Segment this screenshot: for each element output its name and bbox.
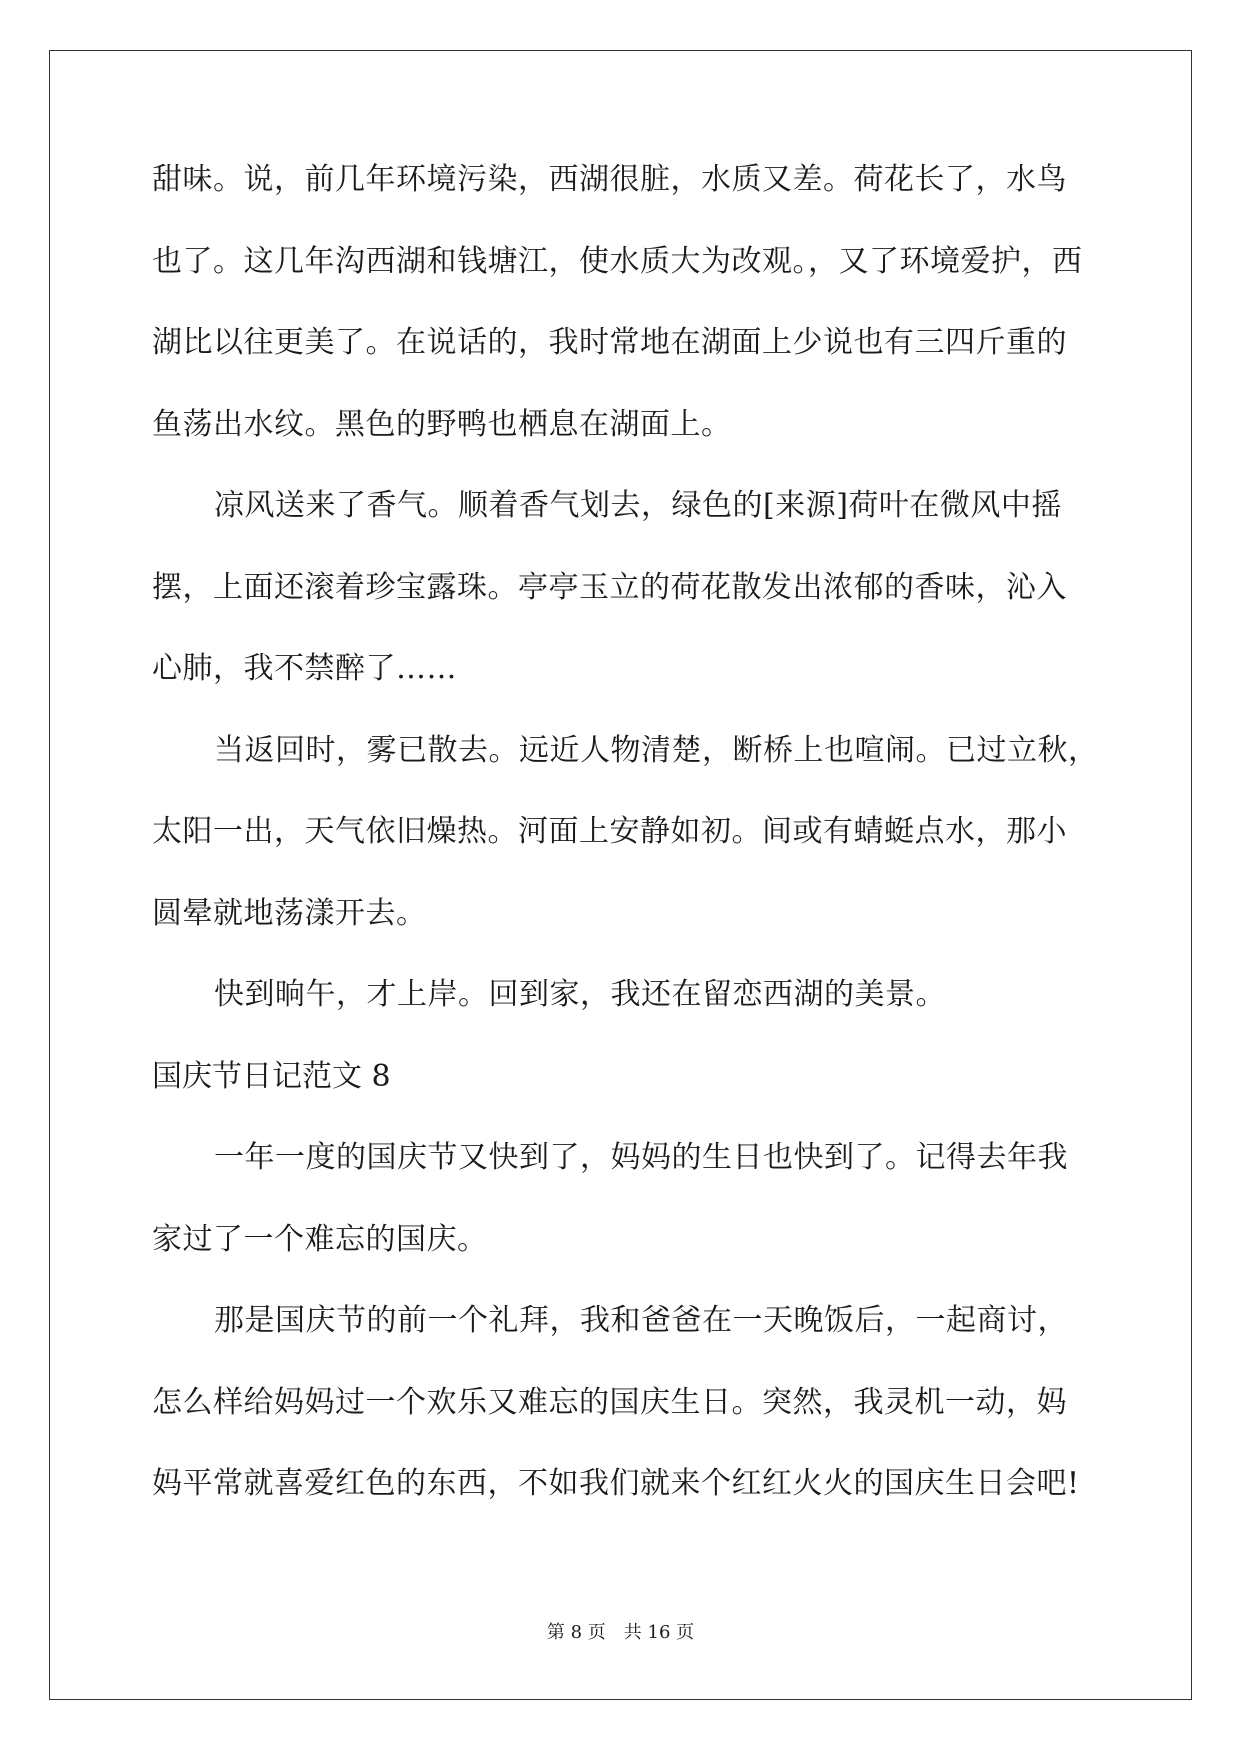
text-line: 摆，上面还滚着珍宝露珠。亭亭玉立的荷花散发出浓郁的香味，沁入: [152, 569, 1067, 605]
text-line: 家过了一个难忘的国庆。: [152, 1221, 488, 1257]
text-line: 圆晕就地荡漾开去。: [152, 895, 427, 931]
paragraph-start-line: 一年一度的国庆节又快到了，妈妈的生日也快到了。记得去年我: [214, 1140, 1068, 1175]
text-line: 也了。这几年沟西湖和钱塘江，使水质大为改观。，又了环境爱护，西: [152, 243, 1083, 279]
paragraph-start-line: 凉风送来了香气。顺着香气划去，绿色的[来源]荷叶在微风中摇: [214, 488, 1062, 523]
text-line: 湖比以往更美了。在说话的，我时常地在湖面上少说也有三四斤重的: [152, 325, 1067, 360]
document-body: [152, 158, 1099, 1544]
paragraph-start-line: 那是国庆节的前一个礼拜，我和爸爸在一天晚饭后，一起商讨，: [214, 1303, 1068, 1338]
text-line: 甜味。说，前几年环境污染，西湖很脏，水质又差。荷花长了，水鸟: [152, 162, 1067, 197]
section-title: 国庆节日记范文 8: [152, 1058, 391, 1094]
text-line: 心肺，我不禁醉了……: [152, 651, 457, 686]
text-line: 怎么样给妈妈过一个欢乐又难忘的国庆生日。突然，我灵机一动，妈: [152, 1384, 1067, 1420]
paragraph-start-line: 当返回时，雾已散去。远近人物清楚，断桥上也喧闹。已过立秋，: [214, 732, 1099, 768]
page-number-footer: 第 8 页 共 16 页: [546, 1622, 695, 1643]
text-line: 太阳一出，天气依旧燥热。河面上安静如初。间或有蜻蜓点水，那小: [152, 814, 1067, 849]
text-line: 妈平常就喜爱红色的东西，不如我们就来个红红火火的国庆生日会吧!: [152, 1466, 1080, 1501]
paragraph-start-line: 快到晌午，才上岸。回到家，我还在留恋西湖的美景。: [214, 977, 946, 1012]
text-line: 鱼荡出水纹。黑色的野鸭也栖息在湖面上。: [152, 406, 732, 442]
